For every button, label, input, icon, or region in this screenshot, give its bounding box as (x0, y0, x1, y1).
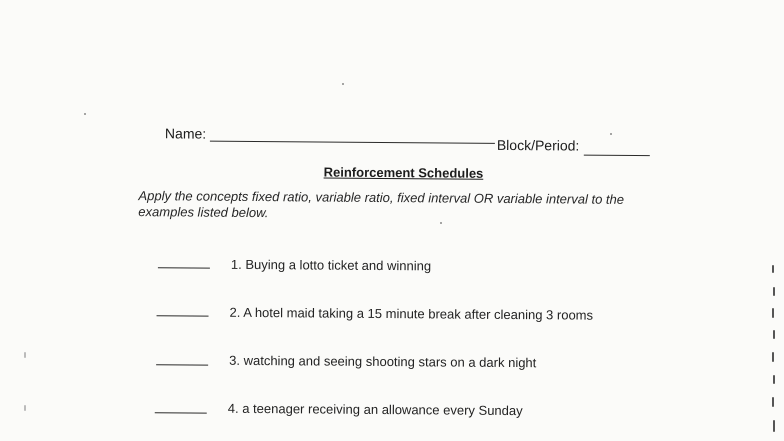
question-2: 2. A hotel maid taking a 15 minute break after cleaning 3 rooms (229, 304, 594, 323)
scan-speck (342, 83, 344, 85)
scan-speck (440, 222, 442, 224)
scan-speck (84, 113, 86, 115)
block-period-label: Block/Period: (496, 136, 580, 154)
scan-edge-mark (24, 352, 26, 358)
answer-blank-1 (158, 267, 210, 268)
scan-speck (610, 133, 612, 135)
scan-edge-mark (773, 287, 775, 296)
scan-edge-mark (772, 265, 774, 273)
instructions: Apply the concepts fixed ratio, variable ratio, fixed interval OR variable interval to the examples listed below. (138, 188, 625, 221)
scan-edge-mark (772, 352, 774, 362)
scan-edge-mark (773, 330, 775, 339)
scan-edge-mark (772, 397, 774, 407)
question-1: 1. Buying a lotto ticket and winning (230, 256, 432, 274)
name-blank-line (210, 141, 495, 144)
scan-edge-mark (24, 405, 26, 411)
answer-blank-2 (157, 315, 209, 316)
answer-blank-4 (155, 412, 207, 413)
question-4: 4. a teenager receiving an allowance every Sunday (227, 400, 523, 419)
name-label: Name: (164, 125, 207, 142)
block-period-blank-line (584, 155, 650, 157)
scan-edge-mark (773, 420, 775, 432)
scan-edge-mark (772, 308, 774, 318)
question-3: 3. watching and seeing shooting stars on a dark night (229, 352, 537, 371)
worksheet-title: Reinforcement Schedules (323, 164, 484, 181)
scan-edge-mark (773, 375, 775, 384)
answer-blank-3 (156, 364, 208, 365)
